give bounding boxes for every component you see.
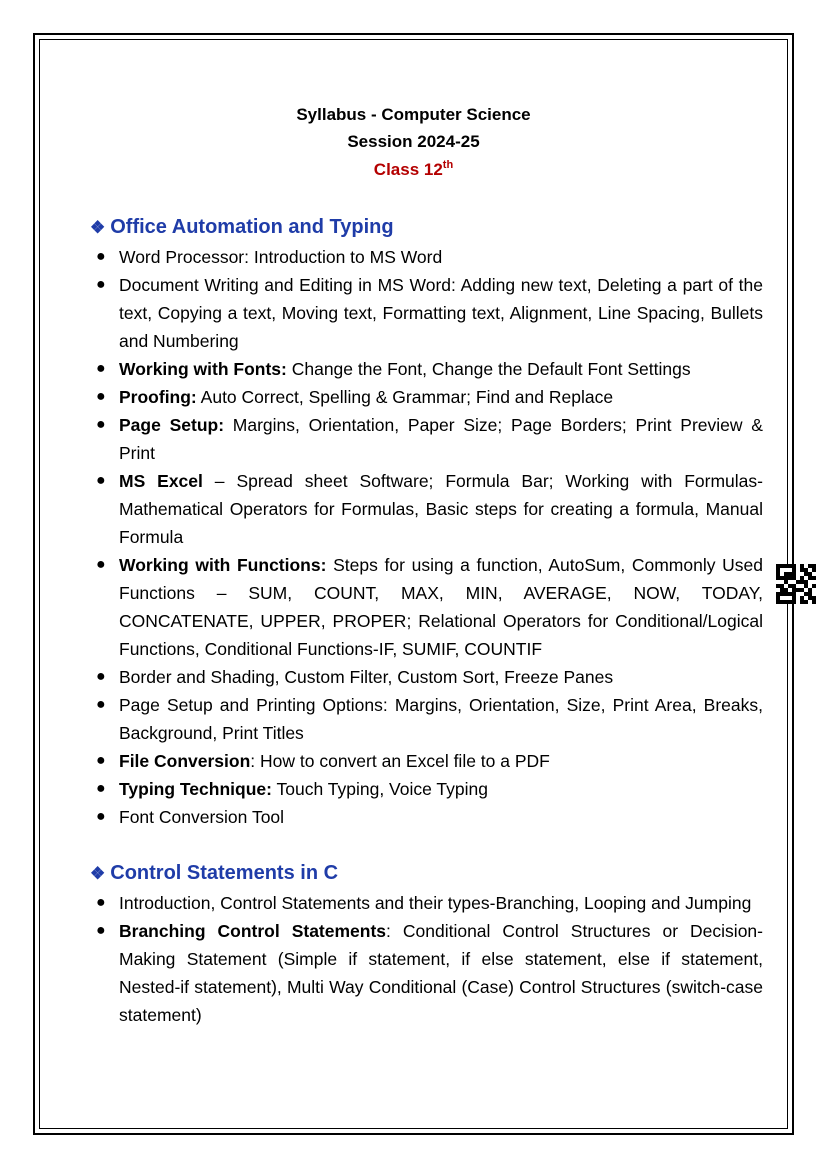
list-item-text: Steps for using a function, AutoSum, Commonly Used Functions – SUM, COUNT, MAX, MIN, AVERAGE, NOW, TODAY, CONCATENATE, UPPER, PROPER; Relational Operators for Conditional/Logical Functions, Conditional Functions-IF, SUMIF, COUNTIF (119, 555, 764, 659)
bullet-icon: ● (96, 276, 106, 293)
list-item-text: Word Processor: Introduction to MS Word (119, 247, 443, 267)
class-label (0, 156, 827, 183)
bullet-icon: ● (96, 668, 106, 685)
list-item-bold: MS Excel (119, 471, 203, 491)
bullet-icon: ● (96, 922, 106, 939)
bullet-icon: ● (96, 752, 106, 769)
section-heading-text: Control Statements in C (110, 862, 339, 884)
list-item (95, 747, 763, 775)
diamond-bullet-icon: ❖ (90, 218, 106, 237)
bullet-icon: ● (96, 472, 106, 489)
session-label: Session 2024-25 (347, 132, 480, 151)
list-item-text: Font Conversion Tool (119, 807, 285, 827)
list-item-bold: File Conversion (119, 751, 251, 771)
list-item (95, 383, 763, 411)
list-item-bold: Proofing: (119, 387, 197, 407)
list-item-bold: Typing Technique: (119, 779, 272, 799)
list-item-text: Document Writing and Editing in MS Word: Adding new text, Deleting a part of the text, Copying a text, Moving text, Formatting text, Alignment, Line Spacing, Bullets and Numbering (119, 275, 763, 351)
office-automation-list (95, 243, 763, 831)
list-item-text: Page Setup and Printing Options: Margins, Orientation, Size, Print Area, Breaks, Background, Print Titles (119, 695, 763, 743)
list-item (95, 411, 763, 467)
list-item (95, 889, 763, 917)
list-item-text: Auto Correct, Spelling & Grammar; Find and Replace (196, 387, 614, 407)
list-item (95, 271, 763, 355)
syllabus-title: Syllabus - Computer Science (296, 105, 531, 124)
section-heading-office-automation (90, 214, 394, 241)
bullet-icon: ● (96, 360, 106, 377)
bullet-icon: ● (96, 780, 106, 797)
list-item (95, 243, 763, 271)
list-item-text: Margins, Orientation, Paper Size; Page Borders; Print Preview & Print (119, 415, 763, 463)
list-item-text: : How to convert an Excel file to a PDF (250, 751, 550, 771)
bullet-icon: ● (96, 388, 106, 405)
list-item (95, 691, 763, 747)
list-item-text: Introduction, Control Statements and their types-Branching, Looping and Jumping (119, 893, 752, 913)
list-item-text: : Conditional Control Structures or Decision-Making Statement (Simple if statement, if else statement, else if statement, Nested-if statement), Multi Way Conditional (Case) Control Structures (switch-case statement) (119, 921, 763, 1025)
class-label-text: Class 12 (373, 160, 443, 179)
list-item-bold: Branching Control Statements (119, 921, 387, 941)
section-heading-text: Office Automation and Typing (110, 216, 394, 238)
bullet-icon: ● (96, 894, 106, 911)
list-item-bold: Page Setup: (119, 415, 225, 435)
list-item-text: – Spread sheet Software; Formula Bar; Working with Formulas-Mathematical Operators for Formulas, Basic steps for creating a formula, Manual Formula (119, 471, 763, 547)
list-item-bold: Working with Functions: (119, 555, 327, 575)
list-item (95, 551, 763, 663)
list-item (95, 663, 763, 691)
list-item-text: Touch Typing, Voice Typing (271, 779, 488, 799)
bullet-icon: ● (96, 808, 106, 825)
list-item-bold: Working with Fonts: (119, 359, 287, 379)
qr-code-icon (776, 564, 816, 604)
list-item (95, 467, 763, 551)
list-item (95, 917, 763, 1029)
control-statements-list (95, 889, 763, 1029)
list-item-text: Border and Shading, Custom Filter, Custom Sort, Freeze Panes (119, 667, 614, 687)
list-item (95, 355, 763, 383)
bullet-icon: ● (96, 248, 106, 265)
class-label-sup: th (442, 159, 454, 171)
list-item (95, 775, 763, 803)
list-item (95, 803, 763, 831)
diamond-bullet-icon: ❖ (90, 864, 106, 883)
list-item-text: Change the Font, Change the Default Font Settings (286, 359, 691, 379)
bullet-icon: ● (96, 416, 106, 433)
bullet-icon: ● (96, 556, 106, 573)
section-heading-control-statements (90, 860, 338, 887)
bullet-icon: ● (96, 696, 106, 713)
